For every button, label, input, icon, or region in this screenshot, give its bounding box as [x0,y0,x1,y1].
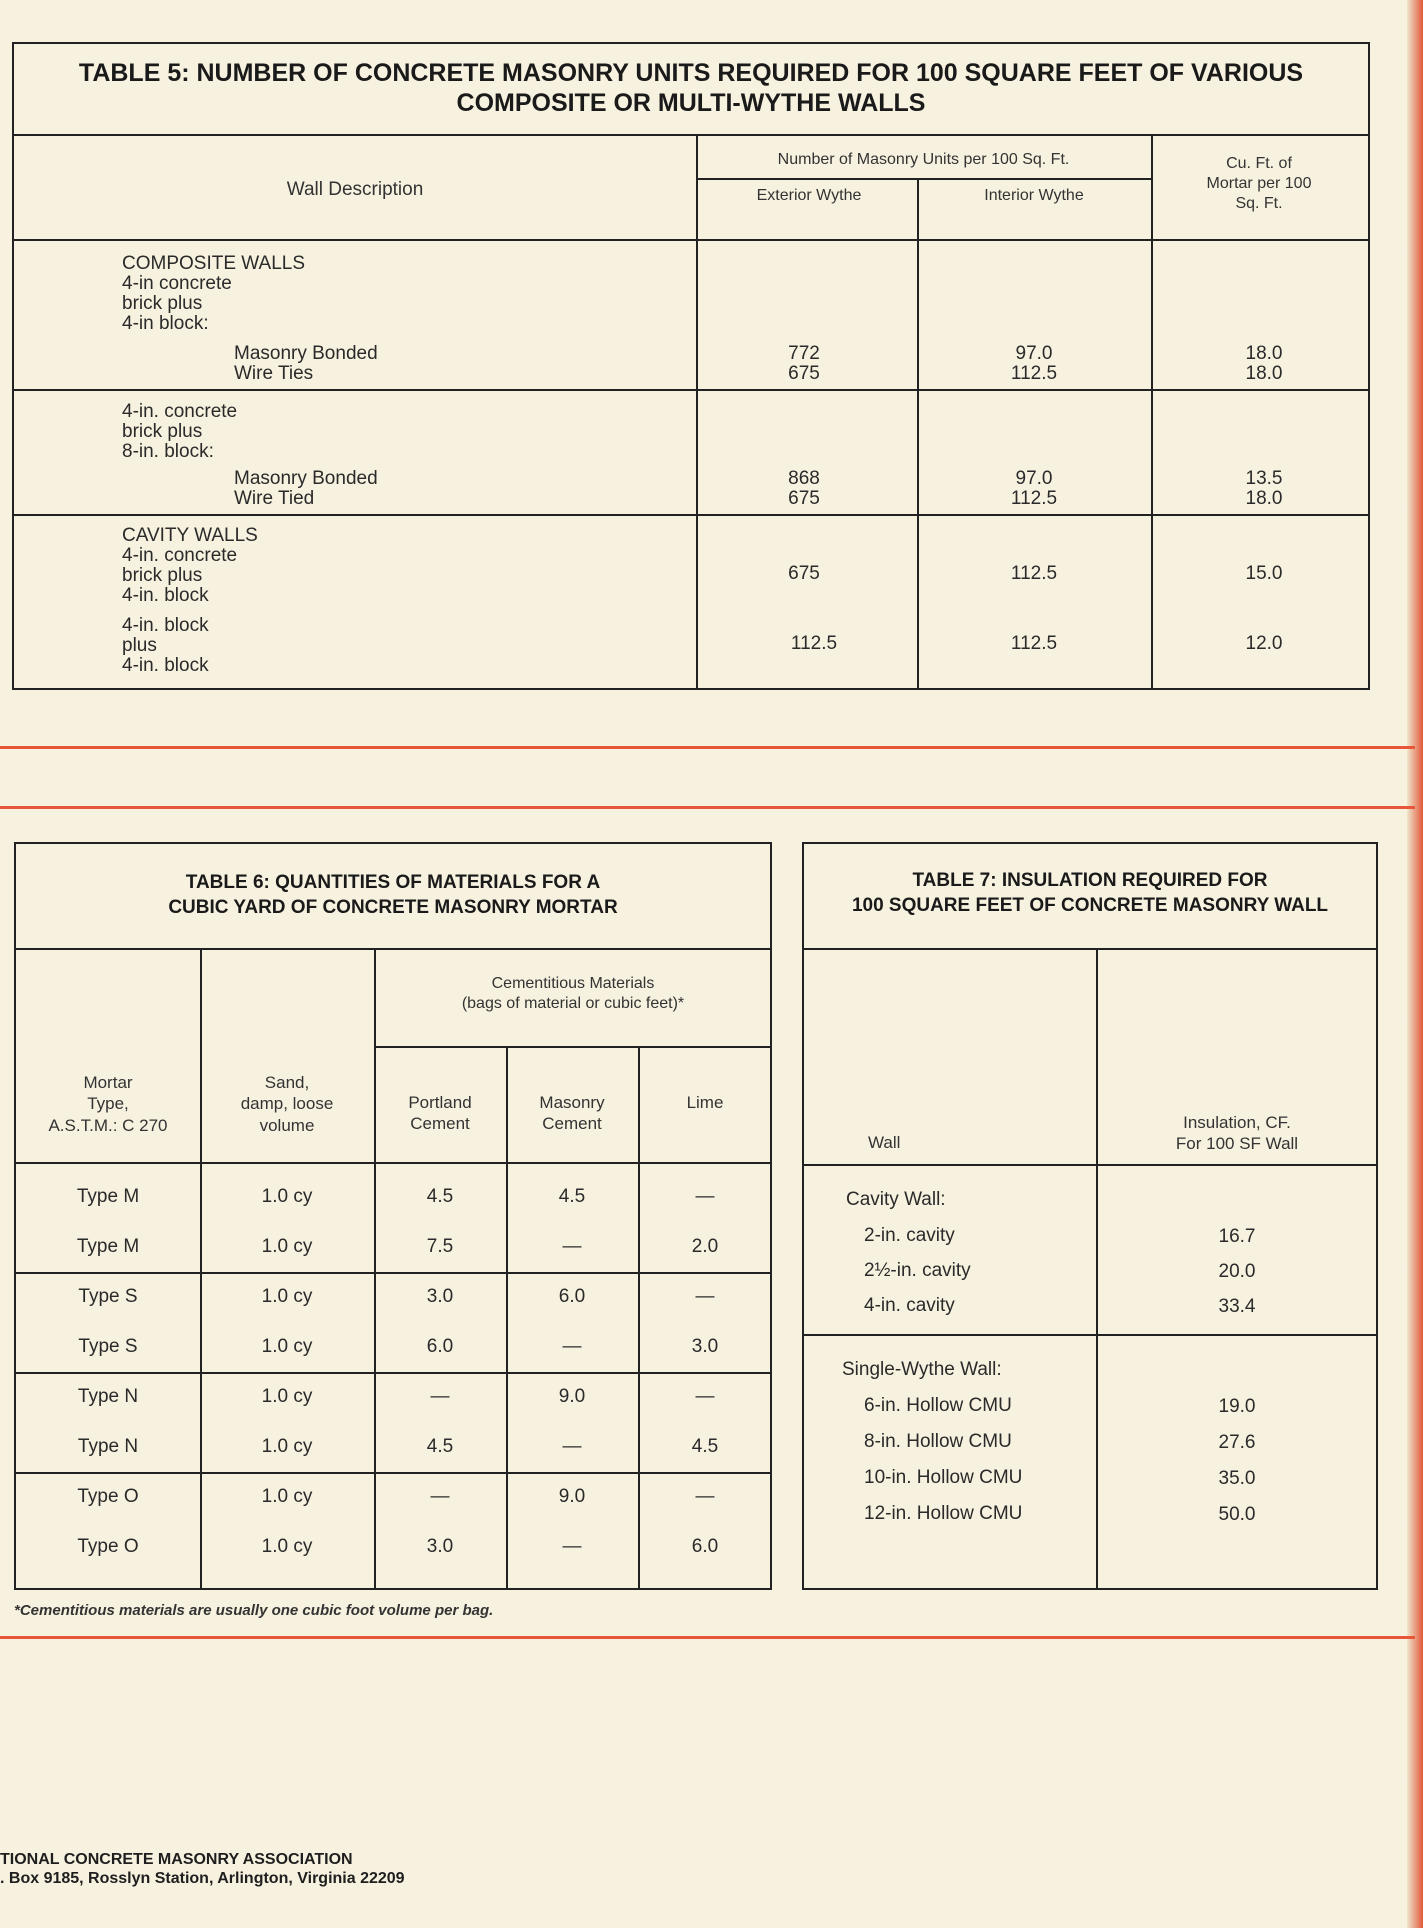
wall-header: Wall [868,1133,901,1152]
table-cell-portland: 3.0 [426,1536,454,1557]
exterior-wythe-header: Exterior Wythe [756,187,862,204]
table-7 [802,842,1378,1590]
table-cell-masonry: 9.0 [558,1486,586,1507]
table-cell-portland: 3.0 [426,1286,454,1307]
table-cell-type: Type N [77,1436,139,1457]
table-row: Masonry Bonded Wire Ties [234,343,378,385]
list-item-value: 35.0 [1218,1468,1256,1489]
table-cell-masonry: — [562,1236,582,1257]
table-cell-masonry: 6.0 [558,1286,586,1307]
table-6 [14,842,772,1590]
list-item: 10-in. Hollow CMU [864,1467,1023,1488]
table-cell-sand: 1.0 cy [261,1386,313,1407]
exterior-values: 772 675 [788,343,820,385]
mortar-header: Cu. Ft. of Mortar per 100 Sq. Ft. [1206,155,1312,212]
masonry-header: Masonry Cement [539,1093,605,1134]
exterior-values: 868 675 [788,468,820,510]
table-cell-masonry: — [562,1536,582,1557]
table-7-title: TABLE 7: INSULATION REQUIRED FOR 100 SQUARE FEET OF CONCRETE MASONRY WALL [851,870,1329,916]
table-cell-type: Type N [77,1386,139,1407]
cavity-walls-desc: CAVITY WALLS 4-in. concrete brick plus 4-in. block [122,525,258,607]
insulation-header: Insulation, CF. For 100 SF Wall [1175,1113,1299,1154]
table-cell-lime: 2.0 [691,1236,719,1257]
table-cell-portland: 7.5 [426,1236,454,1257]
interior-values: 97.0 112.5 [1010,468,1058,510]
lime-header: Lime [686,1093,724,1112]
cavity-mortar: 15.0 [1245,563,1283,584]
list-item-value: 19.0 [1218,1396,1256,1417]
table-cell-masonry: — [562,1336,582,1357]
table-cell-masonry: 4.5 [558,1186,586,1207]
table-6-footnote: *Cementitious materials are usually one cubic foot volume per bag. [14,1602,494,1619]
table-cell-portland: — [430,1386,450,1407]
table-cell-sand: 1.0 cy [261,1186,313,1207]
footer-address: TIONAL CONCRETE MASONRY ASSOCIATION . Box 9185, Rosslyn Station, Arlington, Virginia 22209 [0,1851,405,1887]
table-cell-lime: — [695,1486,715,1507]
table-cell-lime: — [695,1386,715,1407]
sand-header: Sand, damp, loose volume [240,1073,334,1135]
table-cell-masonry: 9.0 [558,1386,586,1407]
table-cell-lime: 6.0 [691,1536,719,1557]
composite-walls-desc: COMPOSITE WALLS 4-in concrete brick plus 4-in block: [122,253,305,335]
table-cell-sand: 1.0 cy [261,1286,313,1307]
list-item-value: 27.6 [1218,1432,1256,1453]
table-cell-sand: 1.0 cy [261,1486,313,1507]
table-cell-sand: 1.0 cy [261,1236,313,1257]
table-5-title: TABLE 5: NUMBER OF CONCRETE MASONRY UNITS REQUIRED FOR 100 SQUARE FEET OF VARIOUS COMPOSITE OR MULTI-WYTHE WALLS [78,59,1304,117]
list-item: 4-in. cavity [864,1295,955,1316]
table-cell-sand: 1.0 cy [261,1336,313,1357]
list-item-value: 50.0 [1218,1504,1256,1525]
divider [0,746,1415,749]
interior-values: 97.0 112.5 [1010,343,1058,385]
cavity-exterior: 675 [788,563,820,584]
block-mortar: 12.0 [1245,633,1283,654]
mortar-values: 13.5 18.0 [1245,468,1283,510]
concrete-8in-desc: 4-in. concrete brick plus 8-in. block: [122,401,238,463]
list-item-value: 16.7 [1218,1226,1256,1247]
table-cell-portland: — [430,1486,450,1507]
block-plus-block-desc: 4-in. block plus 4-in. block [122,615,209,677]
list-item: 2-in. cavity [864,1225,955,1246]
table-cell-type: Type S [78,1336,138,1357]
list-item-value: 33.4 [1218,1296,1256,1317]
table-cell-lime: 4.5 [691,1436,719,1457]
table-row: Masonry Bonded Wire Tied [234,468,378,510]
table-cell-sand: 1.0 cy [261,1436,313,1457]
cavity-interior: 112.5 [1010,563,1058,584]
list-item: 6-in. Hollow CMU [864,1395,1012,1416]
wall-description-header: Wall Description [286,179,424,200]
single-wythe-heading: Single-Wythe Wall: [842,1359,1002,1380]
block-interior: 112.5 [1010,633,1058,654]
cementitious-header: Cementitious Materials (bags of material or cubic feet)* [461,975,685,1012]
list-item: 2½-in. cavity [864,1260,971,1281]
mortar-values: 18.0 18.0 [1245,343,1283,385]
interior-wythe-header: Interior Wythe [984,187,1084,204]
table-cell-type: Type O [77,1536,139,1557]
divider [0,806,1415,809]
units-group-header: Number of Masonry Units per 100 Sq. Ft. [777,151,1070,168]
table-cell-lime: 3.0 [691,1336,719,1357]
table-cell-portland: 6.0 [426,1336,454,1357]
list-item: 12-in. Hollow CMU [864,1503,1023,1524]
table-5 [12,42,1370,690]
divider [0,1636,1415,1639]
list-item: 8-in. Hollow CMU [864,1431,1012,1452]
block-exterior: 112.5 [790,633,838,654]
table-cell-portland: 4.5 [426,1186,454,1207]
cavity-wall-heading: Cavity Wall: [846,1189,946,1210]
table-cell-lime: — [695,1186,715,1207]
table-cell-lime: — [695,1286,715,1307]
table-cell-type: Type M [76,1186,140,1207]
table-cell-type: Type S [78,1286,138,1307]
table-cell-type: Type O [77,1486,139,1507]
table-cell-sand: 1.0 cy [261,1536,313,1557]
portland-header: Portland Cement [408,1093,472,1134]
table-cell-type: Type M [76,1236,140,1257]
table-cell-masonry: — [562,1436,582,1457]
mortar-type-header: Mortar Type, A.S.T.M.: C 270 [48,1073,168,1135]
table-cell-portland: 4.5 [426,1436,454,1457]
list-item-value: 20.0 [1218,1261,1256,1282]
table-6-title: TABLE 6: QUANTITIES OF MATERIALS FOR A CUBIC YARD OF CONCRETE MASONRY MORTAR [168,872,618,918]
